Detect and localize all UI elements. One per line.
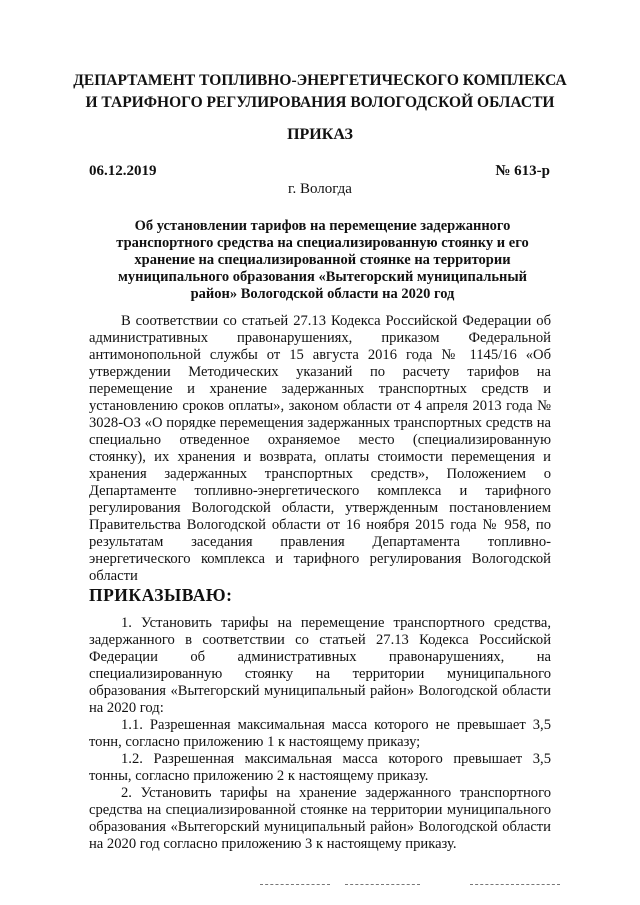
document-body (89, 313, 551, 853)
header-line-2: И ТАРИФНОГО РЕГУЛИРОВАНИЯ ВОЛОГОДСКОЙ ОБЛАСТИ (85, 94, 555, 111)
item-1-1: 1.1. Разрешенная максимальная масса которого не превышает 3,5 тонн, согласно приложению 1 к настоящему приказу; (89, 717, 551, 750)
header-line-1: ДЕПАРТАМЕНТ ТОПЛИВНО-ЭНЕРГЕТИЧЕСКОГО КОМПЛЕКСА (73, 72, 567, 89)
item-1: 1. Установить тарифы на перемещение транспортного средства, задержанного в соответствии со статьей 27.13 Кодекса Российской Федерации об административных правонарушениях, на специализированную стоянку на территории муниципального образования «Вытегорский муниципальный район» Вологодской области на 2020 год: (89, 615, 551, 716)
footer-rule-1 (260, 884, 330, 885)
preamble-paragraph: В соответствии со статьей 27.13 Кодекса Российской Федерации об административных правонарушениях, приказом Федеральной антимонопольной службы от 15 августа 2016 года № 1145/16 «Об утверждении Методических указаний по расчету тарифов на перемещение и хранение задержанных транспортных средств и установлению сроков оплаты», законом области от 4 апреля 2013 года № 3028-ОЗ «О порядке перемещения задержанных транспортных средств на специально отведенное охраняемое место (специализированную стоянку), их хранения и возврата, оплаты стоимости перемещения и хранения задержанных транспортных средств», Положением о Департаменте топливно-энергетического комплекса и тарифного регулирования Вологодской области, утвержденным постановлением Правительства Вологодской области от 16 ноября 2015 года № 958, по результатам заседания правления Департамента топливно-энергетического комплекса и тарифного регулирования Вологодской области (89, 313, 551, 584)
document-date: 06.12.2019 (89, 163, 157, 179)
document-title: Об установлении тарифов на перемещение задержанного транспортного средства на специализированную стоянку и его хранение на специализированной стоянке на территории муниципального образования «Вытегорский муниципальный район» Вологодской области на 2020 год (116, 218, 529, 302)
document-type: ПРИКАЗ (287, 126, 353, 143)
item-2: 2. Установить тарифы на хранение задержанного транспортного средства на специализированной стоянке на территории муниципального образования «Вытегорский муниципальный район» Вологодской области на 2020 год согласно приложению 3 к настоящему приказу. (89, 785, 551, 852)
document-city: г. Вологда (288, 181, 352, 197)
order-word: ПРИКАЗЫВАЮ: (89, 585, 233, 605)
footer-rule-3 (470, 884, 560, 885)
item-1-2: 1.2. Разрешенная максимальная масса которого превышает 3,5 тонны, согласно приложению 2 к настоящему приказу. (89, 751, 551, 784)
department-header (40, 70, 600, 114)
footer-rule-2 (345, 884, 420, 885)
document-number: № 613-р (495, 163, 550, 179)
